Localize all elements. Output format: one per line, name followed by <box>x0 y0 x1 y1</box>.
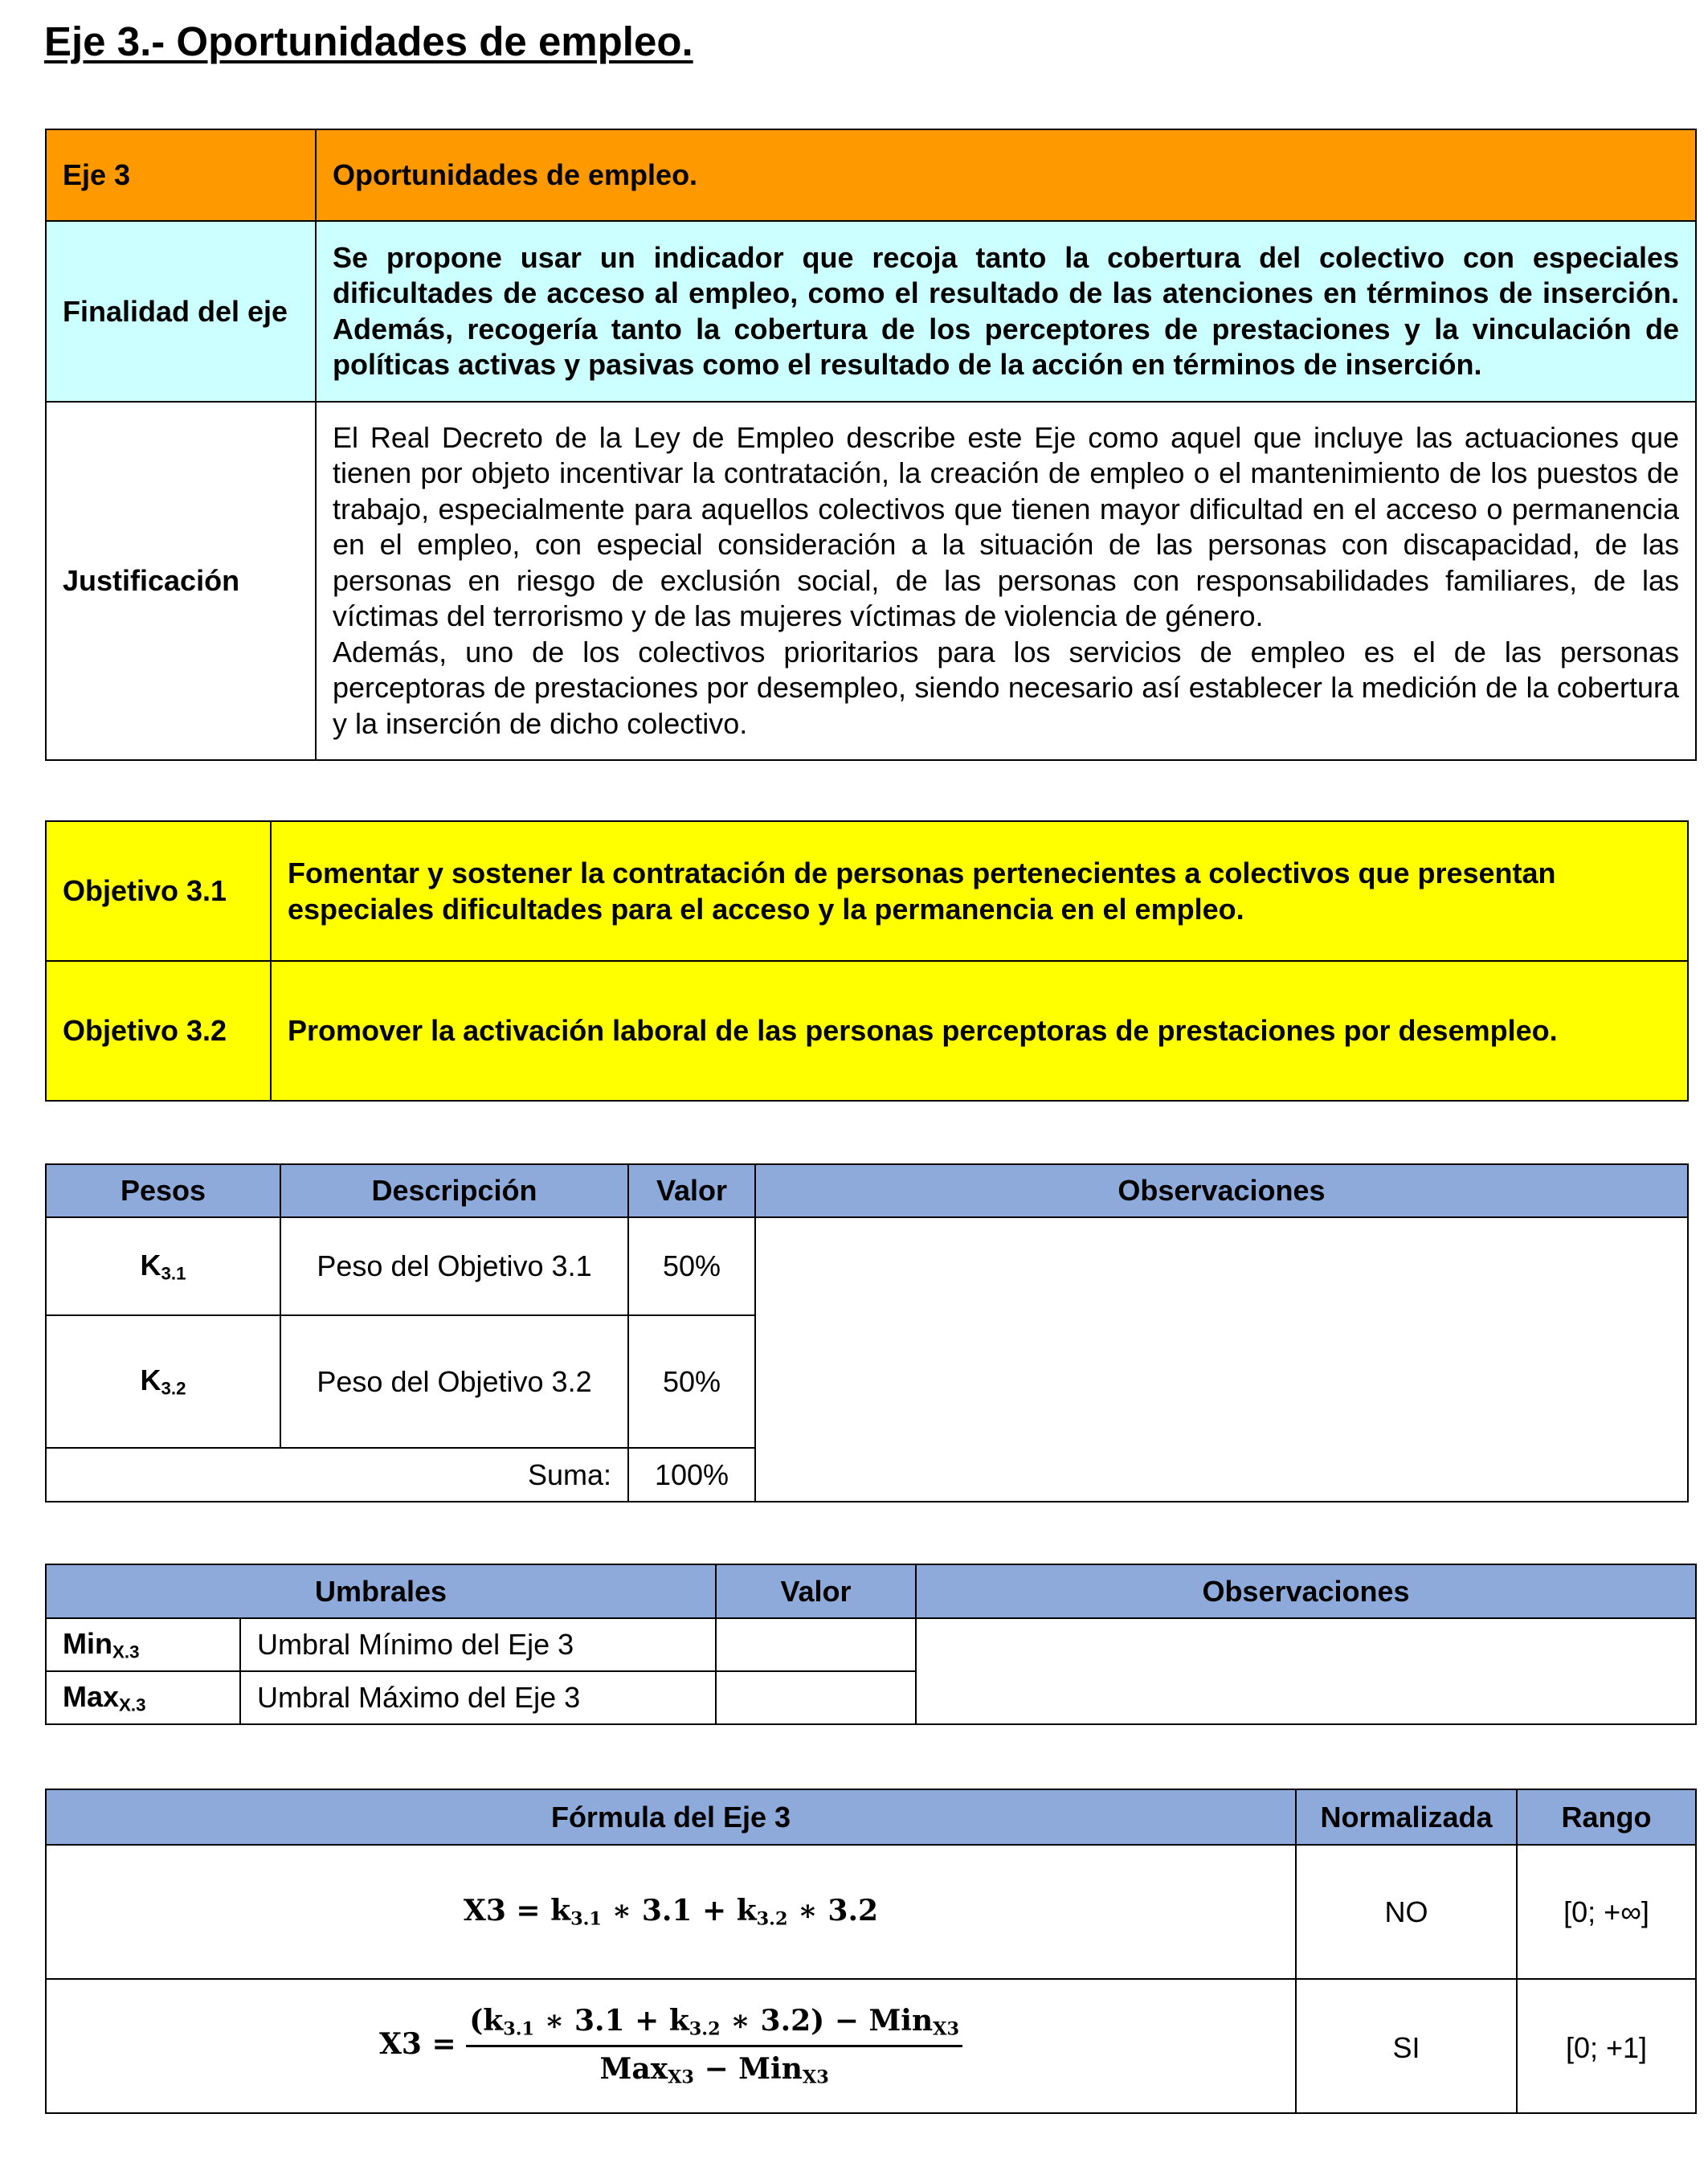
weight-description: Peso del Objetivo 3.2 <box>280 1315 628 1448</box>
weights-table <box>45 1163 1689 1502</box>
threshold-description: Umbral Mínimo del Eje 3 <box>240 1618 716 1671</box>
formula-rango: [0; +∞] <box>1517 1845 1696 1979</box>
objective-row <box>46 821 1688 961</box>
formula-row <box>46 1979 1696 2113</box>
weights-header-valor: Valor <box>628 1164 755 1217</box>
weight-value: 50% <box>628 1217 755 1315</box>
axis-header-row <box>46 129 1696 221</box>
justificacion-paragraph-1: El Real Decreto de la Ley de Empleo describe este Eje como aquel que incluye las actuaciones que tienen por objeto incentivar la contratación, la creación de empleo o el mantenimiento de los puestos de trabajo, especialmente para aquellos colectivos que tienen mayor dificultad en el acceso o permanencia en el empleo, con especial consideración a la situación de las personas con discapacidad, de las personas en riesgo de exclusión social, de las personas con responsabilidades familiares, de las víctimas del terrorismo y de las mujeres víctimas de violencia de género. <box>333 420 1679 633</box>
formula-normalized: X3 = $\frac{(k_{3.1} ∗ 3.1 + k_{3.2} ∗ 3.2) - Min_{X3}}{Max_{X3} - Min_{X3}}$ <box>379 2027 962 2061</box>
objective-row <box>46 961 1688 1101</box>
weight-value: 50% <box>628 1315 755 1448</box>
weights-header-pesos: Pesos <box>46 1164 280 1217</box>
weights-header-observaciones: Observaciones <box>755 1164 1688 1217</box>
weights-observations <box>755 1217 1688 1502</box>
objective-text: Promover la activación laboral de las personas perceptoras de prestaciones por desempleo. <box>271 961 1688 1101</box>
thresholds-header-observaciones: Observaciones <box>916 1564 1696 1618</box>
formula-expression <box>46 1979 1296 2113</box>
formula-header-row <box>46 1789 1696 1845</box>
weight-symbol: $K_{3.2}$ <box>46 1315 280 1448</box>
page-title: Eje 3.- Oportunidades de empleo. <box>44 18 693 64</box>
formula-normalizada: SI <box>1296 1979 1517 2113</box>
thresholds-header-row <box>46 1564 1696 1618</box>
formula-expression <box>46 1845 1296 1979</box>
objective-text: Fomentar y sostener la contratación de personas pertenecientes a colectivos que presentan especiales dificultades para el acceso y la permanencia en el empleo. <box>271 821 1688 961</box>
formula-header-normalizada: Normalizada <box>1296 1789 1517 1845</box>
threshold-value <box>716 1618 916 1671</box>
formula-rango: [0; +1] <box>1517 1979 1696 2113</box>
threshold-value <box>716 1671 916 1724</box>
weight-description: Peso del Objetivo 3.1 <box>280 1217 628 1315</box>
finalidad-text: Se propone usar un indicador que recoja tanto la cobertura del colectivo con especiales dificultades de acceso al empleo, como el resultado de las atenciones en términos de inserción. Además, recogería tanto la cobertura de los perceptores de prestaciones y la vinculación de políticas activas y pasivas como el resultado de la acción en términos de inserción. <box>316 221 1696 402</box>
justificacion-label: Justificación <box>46 402 316 760</box>
threshold-symbol: Min$_{X.3}$ <box>46 1618 240 1671</box>
weights-header-row <box>46 1164 1688 1217</box>
formula-normalizada: NO <box>1296 1845 1517 1979</box>
axis-label: Eje 3 <box>46 129 316 221</box>
formula-header-formula: Fórmula del Eje 3 <box>46 1789 1296 1845</box>
axis-name: Oportunidades de empleo. <box>316 129 1696 221</box>
justificacion-paragraph-2: Además, uno de los colectivos prioritarios para los servicios de empleo es el de las personas perceptoras de prestaciones por desempleo, siendo necesario así establecer la medición de la cobertura y la inserción de dicho colectivo. <box>333 635 1679 740</box>
justificacion-text <box>316 402 1696 760</box>
threshold-row <box>46 1618 1696 1671</box>
formula-fraction: $\frac{(k_{3.1} ∗ 3.1 + k_{3.2} ∗ 3.2) - Min_{X3}}{Max_{X3} - Min_{X3}}$ <box>466 2004 962 2087</box>
threshold-symbol: Max$_{X.3}$ <box>46 1671 240 1724</box>
finalidad-label: Finalidad del eje <box>46 221 316 402</box>
thresholds-header-umbrales: Umbrales <box>46 1564 716 1618</box>
formula-table <box>45 1789 1697 2114</box>
formula-row <box>46 1845 1696 1979</box>
thresholds-observations <box>916 1618 1696 1724</box>
thresholds-header-valor: Valor <box>716 1564 916 1618</box>
weights-sum-label: Suma: <box>46 1448 628 1502</box>
axis-table <box>45 129 1697 761</box>
justificacion-row <box>46 402 1696 760</box>
formula-plain: $X3 = k_{3.1}$ ∗ $3.1 + k_{3.2}$ ∗ 3.2 <box>463 1894 879 1930</box>
formula-header-rango: Rango <box>1517 1789 1696 1845</box>
finalidad-row <box>46 221 1696 402</box>
objectives-table <box>45 820 1689 1102</box>
threshold-description: Umbral Máximo del Eje 3 <box>240 1671 716 1724</box>
weights-row <box>46 1217 1688 1315</box>
weights-header-descripcion: Descripción <box>280 1164 628 1217</box>
weight-symbol: $K_{3.1}$ <box>46 1217 280 1315</box>
objective-label: Objetivo 3.2 <box>46 961 271 1101</box>
thresholds-table <box>45 1564 1697 1725</box>
weights-sum-value: 100% <box>628 1448 755 1502</box>
objective-label: Objetivo 3.1 <box>46 821 271 961</box>
